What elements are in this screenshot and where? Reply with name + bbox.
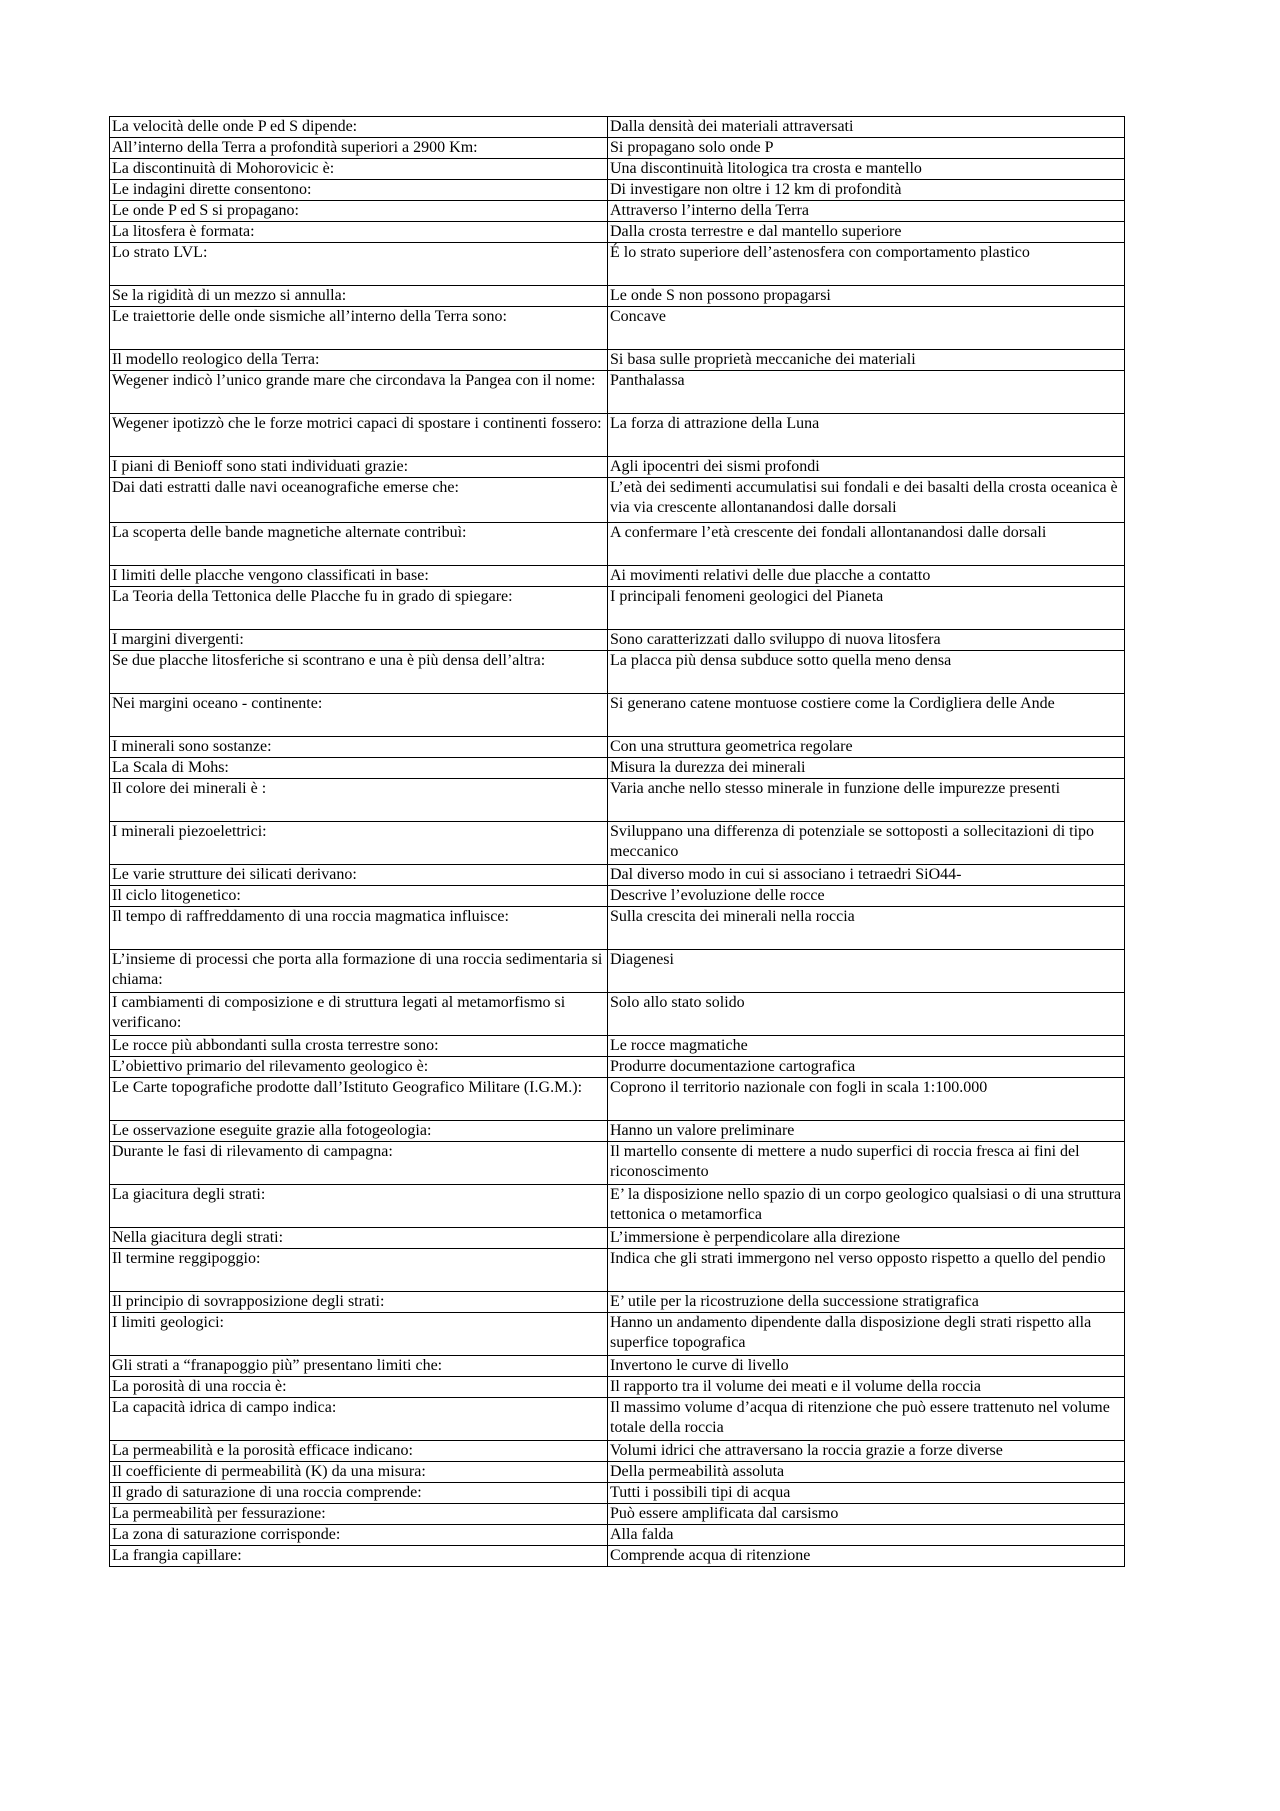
answer-cell: E’ utile per la ricostruzione della successione stratigrafica: [608, 1292, 1125, 1313]
table-body: [110, 117, 1125, 1567]
answer-cell: A confermare l’età crescente dei fondali allontanandosi dalle dorsali: [608, 523, 1125, 566]
table-row: [110, 587, 1125, 630]
question-cell: Dai dati estratti dalle navi oceanografiche emerse che:: [110, 478, 608, 523]
answer-cell: Attraverso l’interno della Terra: [608, 201, 1125, 222]
question-cell: La giacitura degli strati:: [110, 1185, 608, 1228]
question-cell: I limiti delle placche vengono classificati in base:: [110, 566, 608, 587]
question-cell: Il ciclo litogenetico:: [110, 886, 608, 907]
question-cell: La scoperta delle bande magnetiche alternate contribuì:: [110, 523, 608, 566]
table-row: [110, 1356, 1125, 1377]
question-cell: La Teoria della Tettonica delle Placche fu in grado di spiegare:: [110, 587, 608, 630]
table-row: [110, 1036, 1125, 1057]
question-cell: Lo strato LVL:: [110, 243, 608, 286]
question-cell: Durante le fasi di rilevamento di campagna:: [110, 1142, 608, 1185]
answer-cell: Della permeabilità assoluta: [608, 1462, 1125, 1483]
answer-cell: Di investigare non oltre i 12 km di profondità: [608, 180, 1125, 201]
table-row: [110, 523, 1125, 566]
question-answer-table: [109, 116, 1125, 1567]
question-cell: Se la rigidità di un mezzo si annulla:: [110, 286, 608, 307]
question-cell: La permeabilità e la porosità efficace indicano:: [110, 1441, 608, 1462]
question-cell: I minerali sono sostanze:: [110, 737, 608, 758]
answer-cell: Volumi idrici che attraversano la roccia grazie a forze diverse: [608, 1441, 1125, 1462]
answer-cell: Diagenesi: [608, 950, 1125, 993]
table-row: [110, 907, 1125, 950]
answer-cell: Agli ipocentri dei sismi profondi: [608, 457, 1125, 478]
table-row: [110, 457, 1125, 478]
question-cell: La discontinuità di Mohorovicic è:: [110, 159, 608, 180]
answer-cell: La forza di attrazione della Luna: [608, 414, 1125, 457]
question-cell: Le Carte topografiche prodotte dall’Istituto Geografico Militare (I.G.M.):: [110, 1078, 608, 1121]
question-cell: Il principio di sovrapposizione degli strati:: [110, 1292, 608, 1313]
answer-cell: Il rapporto tra il volume dei meati e il volume della roccia: [608, 1377, 1125, 1398]
table-row: [110, 1142, 1125, 1185]
question-cell: La capacità idrica di campo indica:: [110, 1398, 608, 1441]
question-cell: All’interno della Terra a profondità superiori a 2900 Km:: [110, 138, 608, 159]
question-cell: Wegener ipotizzò che le forze motrici capaci di spostare i continenti fossero:: [110, 414, 608, 457]
table-row: [110, 993, 1125, 1036]
answer-cell: Indica che gli strati immergono nel verso opposto rispetto a quello del pendio: [608, 1249, 1125, 1292]
table-row: [110, 307, 1125, 350]
table-row: [110, 758, 1125, 779]
question-cell: I margini divergenti:: [110, 630, 608, 651]
table-row: [110, 950, 1125, 993]
answer-cell: Invertono le curve di livello: [608, 1356, 1125, 1377]
question-cell: Il grado di saturazione di una roccia comprende:: [110, 1483, 608, 1504]
answer-cell: L’età dei sedimenti accumulatisi sui fondali e dei basalti della crosta oceanica è via via crescente allontanandosi dalle dorsali: [608, 478, 1125, 523]
table-row: [110, 1462, 1125, 1483]
table-row: [110, 478, 1125, 523]
answer-cell: Le rocce magmatiche: [608, 1036, 1125, 1057]
question-cell: La frangia capillare:: [110, 1546, 608, 1567]
answer-cell: Con una struttura geometrica regolare: [608, 737, 1125, 758]
answer-cell: Una discontinuità litologica tra crosta e mantello: [608, 159, 1125, 180]
quiz-sheet: [109, 116, 1124, 1567]
question-cell: La Scala di Mohs:: [110, 758, 608, 779]
table-row: [110, 651, 1125, 694]
table-row: [110, 822, 1125, 865]
table-row: [110, 414, 1125, 457]
answer-cell: Può essere amplificata dal carsismo: [608, 1504, 1125, 1525]
answer-cell: Tutti i possibili tipi di acqua: [608, 1483, 1125, 1504]
question-cell: L’insieme di processi che porta alla formazione di una roccia sedimentaria si chiama:: [110, 950, 608, 993]
question-cell: I minerali piezoelettrici:: [110, 822, 608, 865]
table-row: [110, 1525, 1125, 1546]
answer-cell: Dal diverso modo in cui si associano i tetraedri SiO44-: [608, 865, 1125, 886]
table-row: [110, 286, 1125, 307]
answer-cell: Produrre documentazione cartografica: [608, 1057, 1125, 1078]
answer-cell: Dalla densità dei materiali attraversati: [608, 117, 1125, 138]
answer-cell: Concave: [608, 307, 1125, 350]
table-row: [110, 222, 1125, 243]
table-row: [110, 886, 1125, 907]
answer-cell: Varia anche nello stesso minerale in funzione delle impurezze presenti: [608, 779, 1125, 822]
question-cell: Il modello reologico della Terra:: [110, 350, 608, 371]
question-cell: La permeabilità per fessurazione:: [110, 1504, 608, 1525]
answer-cell: Il massimo volume d’acqua di ritenzione che può essere trattenuto nel volume totale della roccia: [608, 1398, 1125, 1441]
question-cell: L’obiettivo primario del rilevamento geologico è:: [110, 1057, 608, 1078]
answer-cell: Ai movimenti relativi delle due placche a contatto: [608, 566, 1125, 587]
table-row: [110, 1228, 1125, 1249]
table-row: [110, 630, 1125, 651]
table-row: [110, 1057, 1125, 1078]
answer-cell: Coprono il territorio nazionale con fogli in scala 1:100.000: [608, 1078, 1125, 1121]
question-cell: Le varie strutture dei silicati derivano:: [110, 865, 608, 886]
answer-cell: Alla falda: [608, 1525, 1125, 1546]
answer-cell: Si generano catene montuose costiere come la Cordigliera delle Ande: [608, 694, 1125, 737]
answer-cell: Solo allo stato solido: [608, 993, 1125, 1036]
table-row: [110, 180, 1125, 201]
table-row: [110, 1504, 1125, 1525]
table-row: [110, 1313, 1125, 1356]
answer-cell: Hanno un andamento dipendente dalla disposizione degli strati rispetto alla superfice topografica: [608, 1313, 1125, 1356]
question-cell: I limiti geologici:: [110, 1313, 608, 1356]
answer-cell: Misura la durezza dei minerali: [608, 758, 1125, 779]
answer-cell: L’immersione è perpendicolare alla direzione: [608, 1228, 1125, 1249]
question-cell: Il colore dei minerali è :: [110, 779, 608, 822]
answer-cell: Il martello consente di mettere a nudo superfici di roccia fresca ai fini del riconoscimento: [608, 1142, 1125, 1185]
question-cell: I cambiamenti di composizione e di struttura legati al metamorfismo si verificano:: [110, 993, 608, 1036]
table-row: [110, 1078, 1125, 1121]
table-row: [110, 1483, 1125, 1504]
answer-cell: Sulla crescita dei minerali nella roccia: [608, 907, 1125, 950]
answer-cell: Si propagano solo onde P: [608, 138, 1125, 159]
table-row: [110, 350, 1125, 371]
answer-cell: E’ la disposizione nello spazio di un corpo geologico qualsiasi o di una struttura tettonica o metamorfica: [608, 1185, 1125, 1228]
table-row: [110, 371, 1125, 414]
question-cell: Wegener indicò l’unico grande mare che circondava la Pangea con il nome:: [110, 371, 608, 414]
answer-cell: Panthalassa: [608, 371, 1125, 414]
question-cell: I piani di Benioff sono stati individuati grazie:: [110, 457, 608, 478]
answer-cell: Descrive l’evoluzione delle rocce: [608, 886, 1125, 907]
answer-cell: Le onde S non possono propagarsi: [608, 286, 1125, 307]
question-cell: Il coefficiente di permeabilità (K) da una misura:: [110, 1462, 608, 1483]
table-row: [110, 1441, 1125, 1462]
question-cell: Le onde P ed S si propagano:: [110, 201, 608, 222]
table-row: [110, 138, 1125, 159]
question-cell: La zona di saturazione corrisponde:: [110, 1525, 608, 1546]
table-row: [110, 737, 1125, 758]
answer-cell: Sviluppano una differenza di potenziale se sottoposti a sollecitazioni di tipo meccanico: [608, 822, 1125, 865]
answer-cell: Comprende acqua di ritenzione: [608, 1546, 1125, 1567]
table-row: [110, 243, 1125, 286]
table-row: [110, 1292, 1125, 1313]
question-cell: Il tempo di raffreddamento di una roccia magmatica influisce:: [110, 907, 608, 950]
table-row: [110, 1185, 1125, 1228]
question-cell: La velocità delle onde P ed S dipende:: [110, 117, 608, 138]
answer-cell: I principali fenomeni geologici del Pianeta: [608, 587, 1125, 630]
question-cell: Il termine reggipoggio:: [110, 1249, 608, 1292]
question-cell: Le rocce più abbondanti sulla crosta terrestre sono:: [110, 1036, 608, 1057]
table-row: [110, 1121, 1125, 1142]
question-cell: Nei margini oceano - continente:: [110, 694, 608, 737]
question-cell: Se due placche litosferiche si scontrano e una è più densa dell’altra:: [110, 651, 608, 694]
answer-cell: Si basa sulle proprietà meccaniche dei materiali: [608, 350, 1125, 371]
answer-cell: La placca più densa subduce sotto quella meno densa: [608, 651, 1125, 694]
question-cell: Gli strati a “franapoggio più” presentano limiti che:: [110, 1356, 608, 1377]
question-cell: Le indagini dirette consentono:: [110, 180, 608, 201]
question-cell: Nella giacitura degli strati:: [110, 1228, 608, 1249]
table-row: [110, 865, 1125, 886]
table-row: [110, 1249, 1125, 1292]
question-cell: La litosfera è formata:: [110, 222, 608, 243]
table-row: [110, 1398, 1125, 1441]
table-row: [110, 566, 1125, 587]
question-cell: Le traiettorie delle onde sismiche all’interno della Terra sono:: [110, 307, 608, 350]
table-row: [110, 1377, 1125, 1398]
table-row: [110, 1546, 1125, 1567]
table-row: [110, 117, 1125, 138]
answer-cell: Dalla crosta terrestre e dal mantello superiore: [608, 222, 1125, 243]
question-cell: La porosità di una roccia è:: [110, 1377, 608, 1398]
answer-cell: Sono caratterizzati dallo sviluppo di nuova litosfera: [608, 630, 1125, 651]
answer-cell: É lo strato superiore dell’astenosfera con comportamento plastico: [608, 243, 1125, 286]
table-row: [110, 201, 1125, 222]
table-row: [110, 159, 1125, 180]
table-row: [110, 779, 1125, 822]
question-cell: Le osservazione eseguite grazie alla fotogeologia:: [110, 1121, 608, 1142]
table-row: [110, 694, 1125, 737]
answer-cell: Hanno un valore preliminare: [608, 1121, 1125, 1142]
